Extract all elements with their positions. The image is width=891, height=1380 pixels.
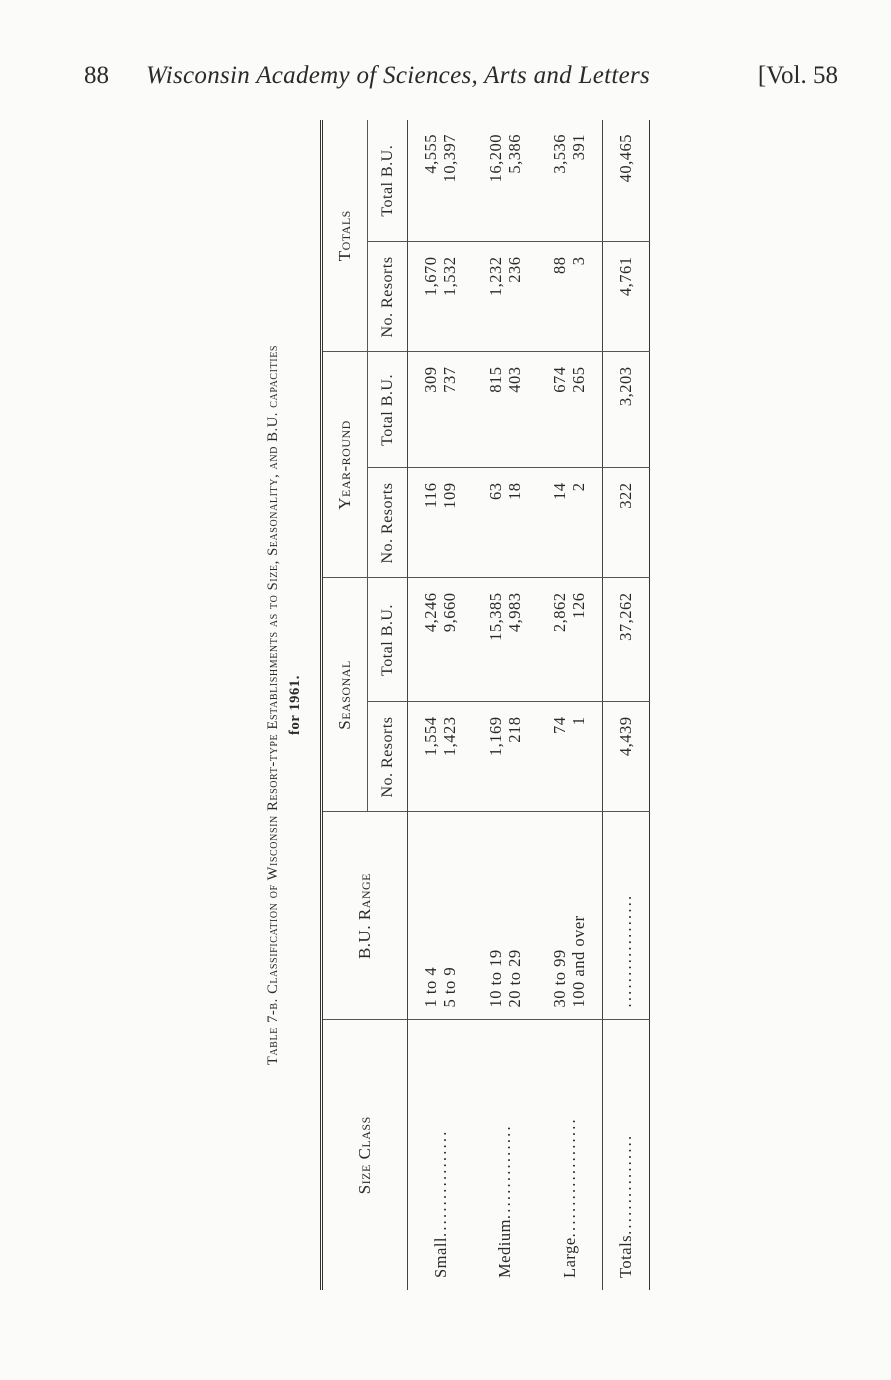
totals-seasonal-bu-cell: 37,262 <box>602 578 649 702</box>
table-row <box>408 120 473 1290</box>
year-round-header: Year-round <box>322 352 368 578</box>
table-caption: Table 7-b. Classification of Wisconsin Resort-type Establishments as to Size, Seasonality, and B.U. capacities <box>265 344 281 1066</box>
table-row <box>537 120 602 1290</box>
year-round-total-bu-header: Total B.U. <box>368 352 408 468</box>
year-round-no-cell: 116 109 <box>408 468 473 578</box>
seasonal-no-cell: 1,169 218 <box>473 702 538 812</box>
size-class-cell: Large................... <box>559 1117 579 1278</box>
seasonal-bu-cell: 15,385 4,983 <box>473 578 538 702</box>
bu-range-cell: 1 to 4 5 to 9 <box>408 812 473 1020</box>
totals-row <box>602 120 649 1290</box>
resort-classification-table <box>320 120 650 1290</box>
seasonal-no-cell: 1,554 1,423 <box>408 702 473 812</box>
seasonal-bu-cell: 4,246 9,660 <box>408 578 473 702</box>
totals-totals-no-cell: 4,761 <box>602 242 649 352</box>
year-round-bu-cell: 309 737 <box>408 352 473 468</box>
totals-label-cell: Totals................ <box>602 1020 649 1290</box>
totals-no-cell: 1,232 236 <box>473 242 538 352</box>
size-class-cell: Small................. <box>430 1129 450 1278</box>
year-round-no-cell: 63 18 <box>473 468 538 578</box>
bu-range-header: B.U. Range <box>322 812 408 1020</box>
totals-range-cell: .................. <box>602 812 649 1020</box>
totals-no-resorts-header: No. Resorts <box>368 242 408 352</box>
totals-bu-cell: 4,555 10,397 <box>408 120 473 242</box>
totals-bu-cell: 16,200 5,386 <box>473 120 538 242</box>
table-caption-continued: for 1961. <box>287 675 303 735</box>
seasonal-no-cell: 74 1 <box>537 702 602 812</box>
size-class-cell: Medium............... <box>495 1124 515 1278</box>
totals-no-cell: 88 3 <box>537 242 602 352</box>
seasonal-bu-cell: 2,862 126 <box>537 578 602 702</box>
size-class-header: Size Class <box>322 1020 408 1290</box>
totals-total-bu-header: Total B.U. <box>368 120 408 242</box>
totals-bu-cell: 3,536 391 <box>537 120 602 242</box>
year-round-bu-cell: 815 403 <box>473 352 538 468</box>
bu-range-cell: 10 to 19 20 to 29 <box>473 812 538 1020</box>
totals-year-round-no-cell: 322 <box>602 468 649 578</box>
year-round-no-resorts-header: No. Resorts <box>368 468 408 578</box>
totals-totals-bu-cell: 40,465 <box>602 120 649 242</box>
table-row <box>473 120 538 1290</box>
journal-title: Wisconsin Academy of Sciences, Arts and Letters <box>146 62 651 89</box>
page-header <box>84 62 844 102</box>
totals-year-round-bu-cell: 3,203 <box>602 352 649 468</box>
rotated-table-block <box>262 110 652 1300</box>
seasonal-header: Seasonal <box>322 578 368 812</box>
seasonal-total-bu-header: Total B.U. <box>368 578 408 702</box>
totals-no-cell: 1,670 1,532 <box>408 242 473 352</box>
page-number: 88 <box>84 62 109 89</box>
year-round-no-cell: 14 2 <box>537 468 602 578</box>
year-round-bu-cell: 674 265 <box>537 352 602 468</box>
totals-seasonal-no-cell: 4,439 <box>602 702 649 812</box>
totals-header: Totals <box>322 120 368 352</box>
seasonal-no-resorts-header: No. Resorts <box>368 702 408 812</box>
volume-label: [Vol. 58 <box>757 62 838 89</box>
bu-range-cell: 30 to 99 100 and over <box>537 812 602 1020</box>
